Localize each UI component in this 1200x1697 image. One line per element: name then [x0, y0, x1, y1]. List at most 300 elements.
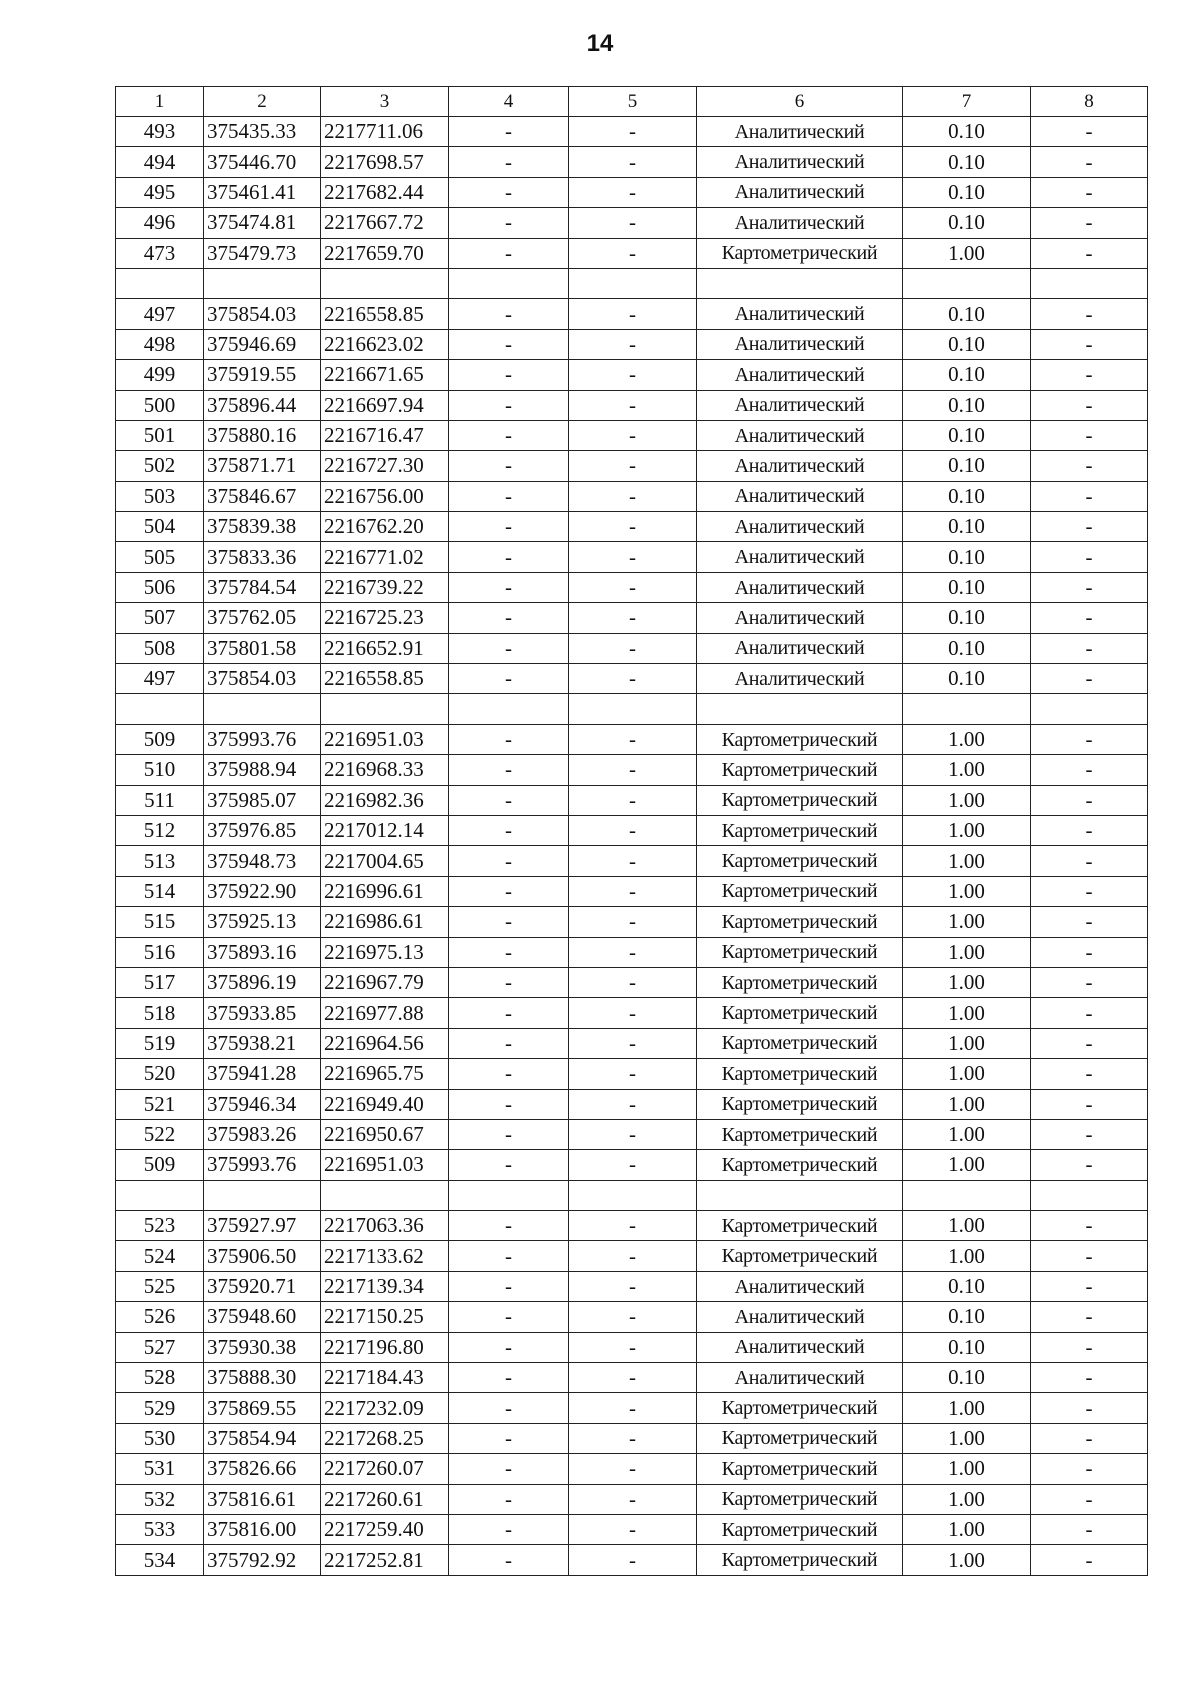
x-coordinate-cell: 375930.38 [204, 1332, 321, 1362]
col5-cell: - [569, 208, 697, 238]
point-number-cell: 501 [116, 420, 204, 450]
col8-cell: - [1031, 1241, 1148, 1271]
col5-cell: - [569, 1241, 697, 1271]
y-coordinate-cell: 2217063.36 [321, 1211, 449, 1241]
x-coordinate-cell: 375846.67 [204, 481, 321, 511]
col4-cell: - [449, 603, 569, 633]
point-number-cell: 522 [116, 1119, 204, 1149]
table-row [116, 1514, 1148, 1544]
col4-cell: - [449, 1363, 569, 1393]
accuracy-cell: 1.00 [903, 907, 1031, 937]
table-row [116, 1089, 1148, 1119]
x-coordinate-cell: 375446.70 [204, 147, 321, 177]
col8-cell: - [1031, 998, 1148, 1028]
point-number-cell: 497 [116, 664, 204, 694]
column-header: 3 [321, 87, 449, 117]
table-row [116, 785, 1148, 815]
point-number-cell [116, 268, 204, 298]
method-cell: Картометрический [697, 1028, 903, 1058]
accuracy-cell: 1.00 [903, 998, 1031, 1028]
col4-cell: - [449, 1393, 569, 1423]
x-coordinate-cell: 375976.85 [204, 815, 321, 845]
col8-cell: - [1031, 1028, 1148, 1058]
method-cell: Картометрический [697, 1545, 903, 1575]
table-row [116, 1363, 1148, 1393]
table-row [116, 208, 1148, 238]
x-coordinate-cell: 375933.85 [204, 998, 321, 1028]
col8-cell: - [1031, 1545, 1148, 1575]
col8-cell: - [1031, 907, 1148, 937]
y-coordinate-cell: 2216950.67 [321, 1119, 449, 1149]
table-row [116, 542, 1148, 572]
x-coordinate-cell: 375983.26 [204, 1119, 321, 1149]
col8-cell: - [1031, 1423, 1148, 1453]
x-coordinate-cell: 375906.50 [204, 1241, 321, 1271]
y-coordinate-cell: 2216739.22 [321, 572, 449, 602]
table-row [116, 481, 1148, 511]
x-coordinate-cell: 375762.05 [204, 603, 321, 633]
col5-cell: - [569, 147, 697, 177]
accuracy-cell: 0.10 [903, 390, 1031, 420]
table-row [116, 694, 1148, 724]
col4-cell: - [449, 360, 569, 390]
y-coordinate-cell [321, 1180, 449, 1210]
x-coordinate-cell: 375946.69 [204, 329, 321, 359]
y-coordinate-cell: 2217196.80 [321, 1332, 449, 1362]
accuracy-cell: 0.10 [903, 1332, 1031, 1362]
method-cell: Аналитический [697, 208, 903, 238]
col8-cell: - [1031, 876, 1148, 906]
col4-cell: - [449, 907, 569, 937]
x-coordinate-cell: 375948.73 [204, 846, 321, 876]
table-row [116, 815, 1148, 845]
table-row [116, 329, 1148, 359]
col8-cell: - [1031, 238, 1148, 268]
col5-cell: - [569, 329, 697, 359]
table-row [116, 998, 1148, 1028]
point-number-cell: 503 [116, 481, 204, 511]
col4-cell: - [449, 147, 569, 177]
col4-cell [449, 694, 569, 724]
col5-cell: - [569, 876, 697, 906]
method-cell: Картометрический [697, 846, 903, 876]
point-number-cell: 495 [116, 177, 204, 207]
method-cell: Картометрический [697, 1211, 903, 1241]
method-cell: Аналитический [697, 1271, 903, 1301]
col4-cell: - [449, 177, 569, 207]
point-number-cell: 523 [116, 1211, 204, 1241]
y-coordinate-cell [321, 694, 449, 724]
point-number-cell: 519 [116, 1028, 204, 1058]
accuracy-cell: 1.00 [903, 1545, 1031, 1575]
col8-cell: - [1031, 1059, 1148, 1089]
table-row [116, 1393, 1148, 1423]
accuracy-cell: 0.10 [903, 360, 1031, 390]
col4-cell: - [449, 724, 569, 754]
col5-cell [569, 694, 697, 724]
col5-cell: - [569, 360, 697, 390]
y-coordinate-cell: 2216975.13 [321, 937, 449, 967]
table-row [116, 451, 1148, 481]
point-number-cell: 525 [116, 1271, 204, 1301]
point-number-cell: 520 [116, 1059, 204, 1089]
col8-cell: - [1031, 1454, 1148, 1484]
point-number-cell: 515 [116, 907, 204, 937]
accuracy-cell: 0.10 [903, 542, 1031, 572]
accuracy-cell: 0.10 [903, 208, 1031, 238]
col4-cell: - [449, 512, 569, 542]
accuracy-cell: 0.10 [903, 451, 1031, 481]
table-row [116, 1484, 1148, 1514]
col4-cell: - [449, 1302, 569, 1332]
accuracy-cell: 0.10 [903, 177, 1031, 207]
method-cell: Аналитический [697, 633, 903, 663]
point-number-cell: 473 [116, 238, 204, 268]
accuracy-cell: 0.10 [903, 1302, 1031, 1332]
point-number-cell: 508 [116, 633, 204, 663]
col8-cell: - [1031, 512, 1148, 542]
point-number-cell: 496 [116, 208, 204, 238]
accuracy-cell [903, 268, 1031, 298]
col4-cell: - [449, 1059, 569, 1089]
table-row [116, 1271, 1148, 1301]
col5-cell: - [569, 755, 697, 785]
col4-cell: - [449, 1028, 569, 1058]
y-coordinate-cell: 2216986.61 [321, 907, 449, 937]
col5-cell: - [569, 1545, 697, 1575]
method-cell: Картометрический [697, 907, 903, 937]
point-number-cell: 505 [116, 542, 204, 572]
y-coordinate-cell: 2216762.20 [321, 512, 449, 542]
column-header: 5 [569, 87, 697, 117]
col8-cell: - [1031, 633, 1148, 663]
method-cell: Аналитический [697, 147, 903, 177]
table-row [116, 664, 1148, 694]
col4-cell: - [449, 1089, 569, 1119]
col5-cell: - [569, 1332, 697, 1362]
x-coordinate-cell: 375888.30 [204, 1363, 321, 1393]
point-number-cell: 530 [116, 1423, 204, 1453]
point-number-cell: 512 [116, 815, 204, 845]
col8-cell: - [1031, 1484, 1148, 1514]
accuracy-cell: 0.10 [903, 420, 1031, 450]
x-coordinate-cell: 375869.55 [204, 1393, 321, 1423]
table-row [116, 1545, 1148, 1575]
accuracy-cell: 1.00 [903, 785, 1031, 815]
accuracy-cell: 1.00 [903, 1089, 1031, 1119]
col5-cell: - [569, 1302, 697, 1332]
accuracy-cell: 1.00 [903, 755, 1031, 785]
col4-cell: - [449, 451, 569, 481]
col5-cell: - [569, 815, 697, 845]
col5-cell: - [569, 390, 697, 420]
col5-cell: - [569, 1150, 697, 1180]
col8-cell: - [1031, 329, 1148, 359]
y-coordinate-cell: 2216982.36 [321, 785, 449, 815]
table-row [116, 1332, 1148, 1362]
method-cell: Аналитический [697, 542, 903, 572]
accuracy-cell: 0.10 [903, 664, 1031, 694]
col5-cell: - [569, 664, 697, 694]
accuracy-cell [903, 1180, 1031, 1210]
method-cell: Картометрический [697, 755, 903, 785]
col8-cell: - [1031, 815, 1148, 845]
column-header: 8 [1031, 87, 1148, 117]
y-coordinate-cell: 2216949.40 [321, 1089, 449, 1119]
accuracy-cell: 1.00 [903, 1484, 1031, 1514]
x-coordinate-cell: 375826.66 [204, 1454, 321, 1484]
col5-cell: - [569, 1393, 697, 1423]
table-row [116, 572, 1148, 602]
table-row [116, 1302, 1148, 1332]
table-row [116, 1454, 1148, 1484]
point-number-cell: 511 [116, 785, 204, 815]
col5-cell: - [569, 1363, 697, 1393]
y-coordinate-cell: 2217682.44 [321, 177, 449, 207]
col4-cell: - [449, 1119, 569, 1149]
table-row [116, 846, 1148, 876]
table-header-row [116, 87, 1148, 117]
method-cell: Картометрический [697, 1423, 903, 1453]
col8-cell: - [1031, 1363, 1148, 1393]
col4-cell: - [449, 815, 569, 845]
y-coordinate-cell: 2216996.61 [321, 876, 449, 906]
x-coordinate-cell: 375816.00 [204, 1514, 321, 1544]
y-coordinate-cell: 2217698.57 [321, 147, 449, 177]
col8-cell: - [1031, 572, 1148, 602]
x-coordinate-cell: 375941.28 [204, 1059, 321, 1089]
table-row [116, 724, 1148, 754]
table-row [116, 876, 1148, 906]
x-coordinate-cell: 375474.81 [204, 208, 321, 238]
col4-cell: - [449, 299, 569, 329]
point-number-cell: 509 [116, 1150, 204, 1180]
column-header: 6 [697, 87, 903, 117]
point-number-cell: 497 [116, 299, 204, 329]
method-cell: Аналитический [697, 117, 903, 147]
accuracy-cell: 0.10 [903, 1363, 1031, 1393]
table-row [116, 1211, 1148, 1241]
col5-cell: - [569, 1484, 697, 1514]
method-cell: Аналитический [697, 572, 903, 602]
col8-cell: - [1031, 481, 1148, 511]
col4-cell: - [449, 390, 569, 420]
y-coordinate-cell: 2217268.25 [321, 1423, 449, 1453]
col8-cell: - [1031, 846, 1148, 876]
table-row [116, 907, 1148, 937]
col4-cell: - [449, 1545, 569, 1575]
col8-cell [1031, 268, 1148, 298]
col5-cell: - [569, 542, 697, 572]
x-coordinate-cell [204, 268, 321, 298]
point-number-cell: 533 [116, 1514, 204, 1544]
col4-cell: - [449, 1514, 569, 1544]
col4-cell: - [449, 329, 569, 359]
x-coordinate-cell: 375948.60 [204, 1302, 321, 1332]
col5-cell: - [569, 785, 697, 815]
col4-cell: - [449, 633, 569, 663]
accuracy-cell: 1.00 [903, 1514, 1031, 1544]
page-number: 14 [586, 30, 614, 57]
column-header: 7 [903, 87, 1031, 117]
x-coordinate-cell: 375920.71 [204, 1271, 321, 1301]
y-coordinate-cell: 2217004.65 [321, 846, 449, 876]
method-cell: Картометрический [697, 998, 903, 1028]
col4-cell: - [449, 755, 569, 785]
col4-cell: - [449, 876, 569, 906]
col4-cell: - [449, 664, 569, 694]
accuracy-cell: 1.00 [903, 846, 1031, 876]
y-coordinate-cell: 2217259.40 [321, 1514, 449, 1544]
y-coordinate-cell: 2216623.02 [321, 329, 449, 359]
accuracy-cell: 0.10 [903, 603, 1031, 633]
y-coordinate-cell: 2217133.62 [321, 1241, 449, 1271]
x-coordinate-cell: 375854.03 [204, 299, 321, 329]
y-coordinate-cell: 2216716.47 [321, 420, 449, 450]
table-row [116, 390, 1148, 420]
col4-cell: - [449, 1332, 569, 1362]
y-coordinate-cell: 2216697.94 [321, 390, 449, 420]
table-row [116, 967, 1148, 997]
col8-cell: - [1031, 1514, 1148, 1544]
y-coordinate-cell: 2217667.72 [321, 208, 449, 238]
point-number-cell: 507 [116, 603, 204, 633]
point-number-cell: 517 [116, 967, 204, 997]
point-number-cell: 498 [116, 329, 204, 359]
method-cell: Аналитический [697, 299, 903, 329]
col8-cell [1031, 1180, 1148, 1210]
table-row [116, 937, 1148, 967]
table-row [116, 1180, 1148, 1210]
method-cell: Аналитический [697, 329, 903, 359]
point-number-cell: 502 [116, 451, 204, 481]
point-number-cell: 494 [116, 147, 204, 177]
table-row [116, 268, 1148, 298]
method-cell: Картометрический [697, 937, 903, 967]
y-coordinate-cell: 2217252.81 [321, 1545, 449, 1575]
col4-cell: - [449, 481, 569, 511]
point-number-cell: 529 [116, 1393, 204, 1423]
accuracy-cell: 0.10 [903, 329, 1031, 359]
col5-cell: - [569, 1271, 697, 1301]
x-coordinate-cell: 375833.36 [204, 542, 321, 572]
method-cell: Картометрический [697, 1089, 903, 1119]
y-coordinate-cell: 2216756.00 [321, 481, 449, 511]
col5-cell: - [569, 1454, 697, 1484]
y-coordinate-cell: 2217260.07 [321, 1454, 449, 1484]
point-number-cell: 518 [116, 998, 204, 1028]
col5-cell: - [569, 907, 697, 937]
accuracy-cell: 1.00 [903, 937, 1031, 967]
col4-cell [449, 1180, 569, 1210]
col8-cell: - [1031, 208, 1148, 238]
col5-cell: - [569, 1119, 697, 1149]
point-number-cell: 528 [116, 1363, 204, 1393]
y-coordinate-cell: 2217150.25 [321, 1302, 449, 1332]
col5-cell: - [569, 633, 697, 663]
accuracy-cell: 1.00 [903, 238, 1031, 268]
method-cell: Аналитический [697, 177, 903, 207]
col4-cell: - [449, 1271, 569, 1301]
y-coordinate-cell: 2217659.70 [321, 238, 449, 268]
accuracy-cell: 1.00 [903, 876, 1031, 906]
table-row [116, 238, 1148, 268]
col5-cell: - [569, 117, 697, 147]
col4-cell [449, 268, 569, 298]
col5-cell: - [569, 1514, 697, 1544]
col8-cell: - [1031, 785, 1148, 815]
table-row [116, 177, 1148, 207]
y-coordinate-cell: 2217139.34 [321, 1271, 449, 1301]
col8-cell: - [1031, 299, 1148, 329]
method-cell: Аналитический [697, 1302, 903, 1332]
point-number-cell: 493 [116, 117, 204, 147]
point-number-cell [116, 694, 204, 724]
x-coordinate-cell: 375784.54 [204, 572, 321, 602]
point-number-cell: 526 [116, 1302, 204, 1332]
point-number-cell: 524 [116, 1241, 204, 1271]
point-number-cell: 506 [116, 572, 204, 602]
col4-cell: - [449, 208, 569, 238]
col8-cell: - [1031, 1089, 1148, 1119]
method-cell [697, 268, 903, 298]
col4-cell: - [449, 1241, 569, 1271]
x-coordinate-cell: 375792.92 [204, 1545, 321, 1575]
accuracy-cell: 0.10 [903, 299, 1031, 329]
table-row [116, 755, 1148, 785]
accuracy-cell: 0.10 [903, 572, 1031, 602]
accuracy-cell: 0.10 [903, 481, 1031, 511]
method-cell: Аналитический [697, 451, 903, 481]
point-number-cell: 504 [116, 512, 204, 542]
method-cell: Картометрический [697, 1393, 903, 1423]
x-coordinate-cell: 375854.94 [204, 1423, 321, 1453]
table-row [116, 1150, 1148, 1180]
x-coordinate-cell: 375985.07 [204, 785, 321, 815]
col5-cell: - [569, 967, 697, 997]
accuracy-cell: 1.00 [903, 1059, 1031, 1089]
accuracy-cell: 1.00 [903, 724, 1031, 754]
x-coordinate-cell: 375893.16 [204, 937, 321, 967]
x-coordinate-cell: 375993.76 [204, 724, 321, 754]
x-coordinate-cell: 375461.41 [204, 177, 321, 207]
col5-cell: - [569, 512, 697, 542]
x-coordinate-cell: 375839.38 [204, 512, 321, 542]
col8-cell: - [1031, 542, 1148, 572]
y-coordinate-cell: 2216558.85 [321, 299, 449, 329]
table-row [116, 299, 1148, 329]
col5-cell: - [569, 603, 697, 633]
point-number-cell: 514 [116, 876, 204, 906]
col5-cell: - [569, 420, 697, 450]
accuracy-cell: 0.10 [903, 633, 1031, 663]
x-coordinate-cell: 375816.61 [204, 1484, 321, 1514]
point-number-cell: 516 [116, 937, 204, 967]
x-coordinate-cell: 375925.13 [204, 907, 321, 937]
table-row [116, 512, 1148, 542]
col5-cell: - [569, 572, 697, 602]
y-coordinate-cell: 2216977.88 [321, 998, 449, 1028]
method-cell: Аналитический [697, 360, 903, 390]
y-coordinate-cell: 2217260.61 [321, 1484, 449, 1514]
table-row [116, 1423, 1148, 1453]
y-coordinate-cell: 2217711.06 [321, 117, 449, 147]
accuracy-cell: 0.10 [903, 1271, 1031, 1301]
col5-cell: - [569, 724, 697, 754]
col4-cell: - [449, 238, 569, 268]
x-coordinate-cell: 375435.33 [204, 117, 321, 147]
point-number-cell: 534 [116, 1545, 204, 1575]
